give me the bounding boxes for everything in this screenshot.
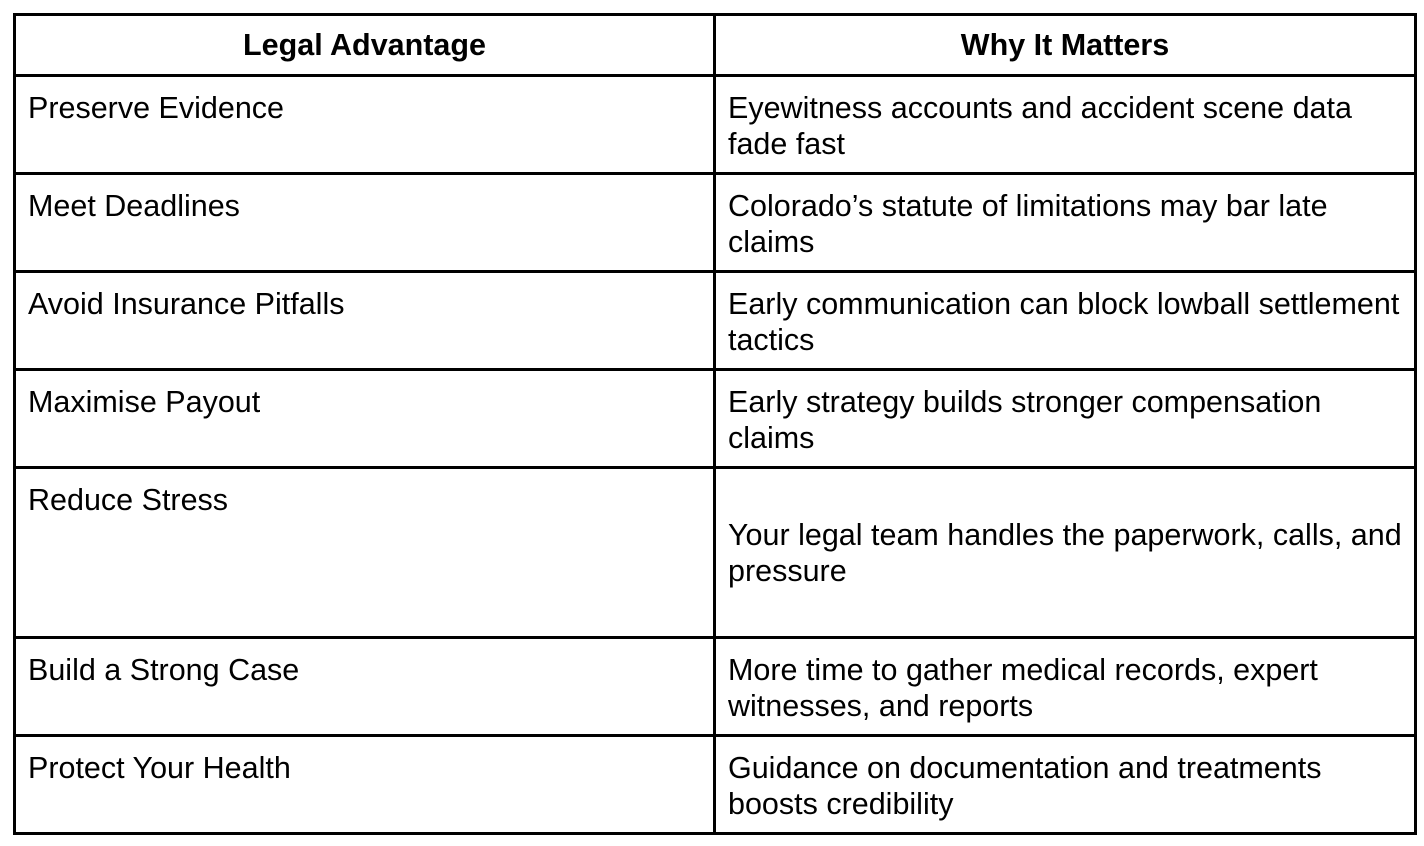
table-row — [15, 736, 1416, 834]
table-row — [15, 638, 1416, 736]
why-cell: Guidance on documentation and treatments boosts credibility — [715, 736, 1416, 834]
advantage-cell: Preserve Evidence — [15, 76, 715, 174]
why-cell: More time to gather medical records, expert witnesses, and reports — [715, 638, 1416, 736]
column-header-legal-advantage: Legal Advantage — [15, 15, 715, 76]
advantage-cell: Protect Your Health — [15, 736, 715, 834]
table-row — [15, 76, 1416, 174]
why-cell: Early communication can block lowball settlement tactics — [715, 272, 1416, 370]
advantage-cell: Reduce Stress — [15, 468, 715, 638]
table-header-row — [15, 15, 1416, 76]
why-cell: Colorado’s statute of limitations may bar late claims — [715, 174, 1416, 272]
advantage-cell: Meet Deadlines — [15, 174, 715, 272]
advantage-cell: Build a Strong Case — [15, 638, 715, 736]
table-row — [15, 174, 1416, 272]
advantage-cell: Avoid Insurance Pitfalls — [15, 272, 715, 370]
table-row — [15, 468, 1416, 638]
legal-advantage-table — [13, 13, 1417, 835]
table-row — [15, 370, 1416, 468]
why-cell: Early strategy builds stronger compensation claims — [715, 370, 1416, 468]
why-cell: Your legal team handles the paperwork, calls, and pressure — [715, 468, 1416, 638]
advantage-cell: Maximise Payout — [15, 370, 715, 468]
table-row — [15, 272, 1416, 370]
why-cell: Eyewitness accounts and accident scene data fade fast — [715, 76, 1416, 174]
column-header-why-it-matters: Why It Matters — [715, 15, 1416, 76]
